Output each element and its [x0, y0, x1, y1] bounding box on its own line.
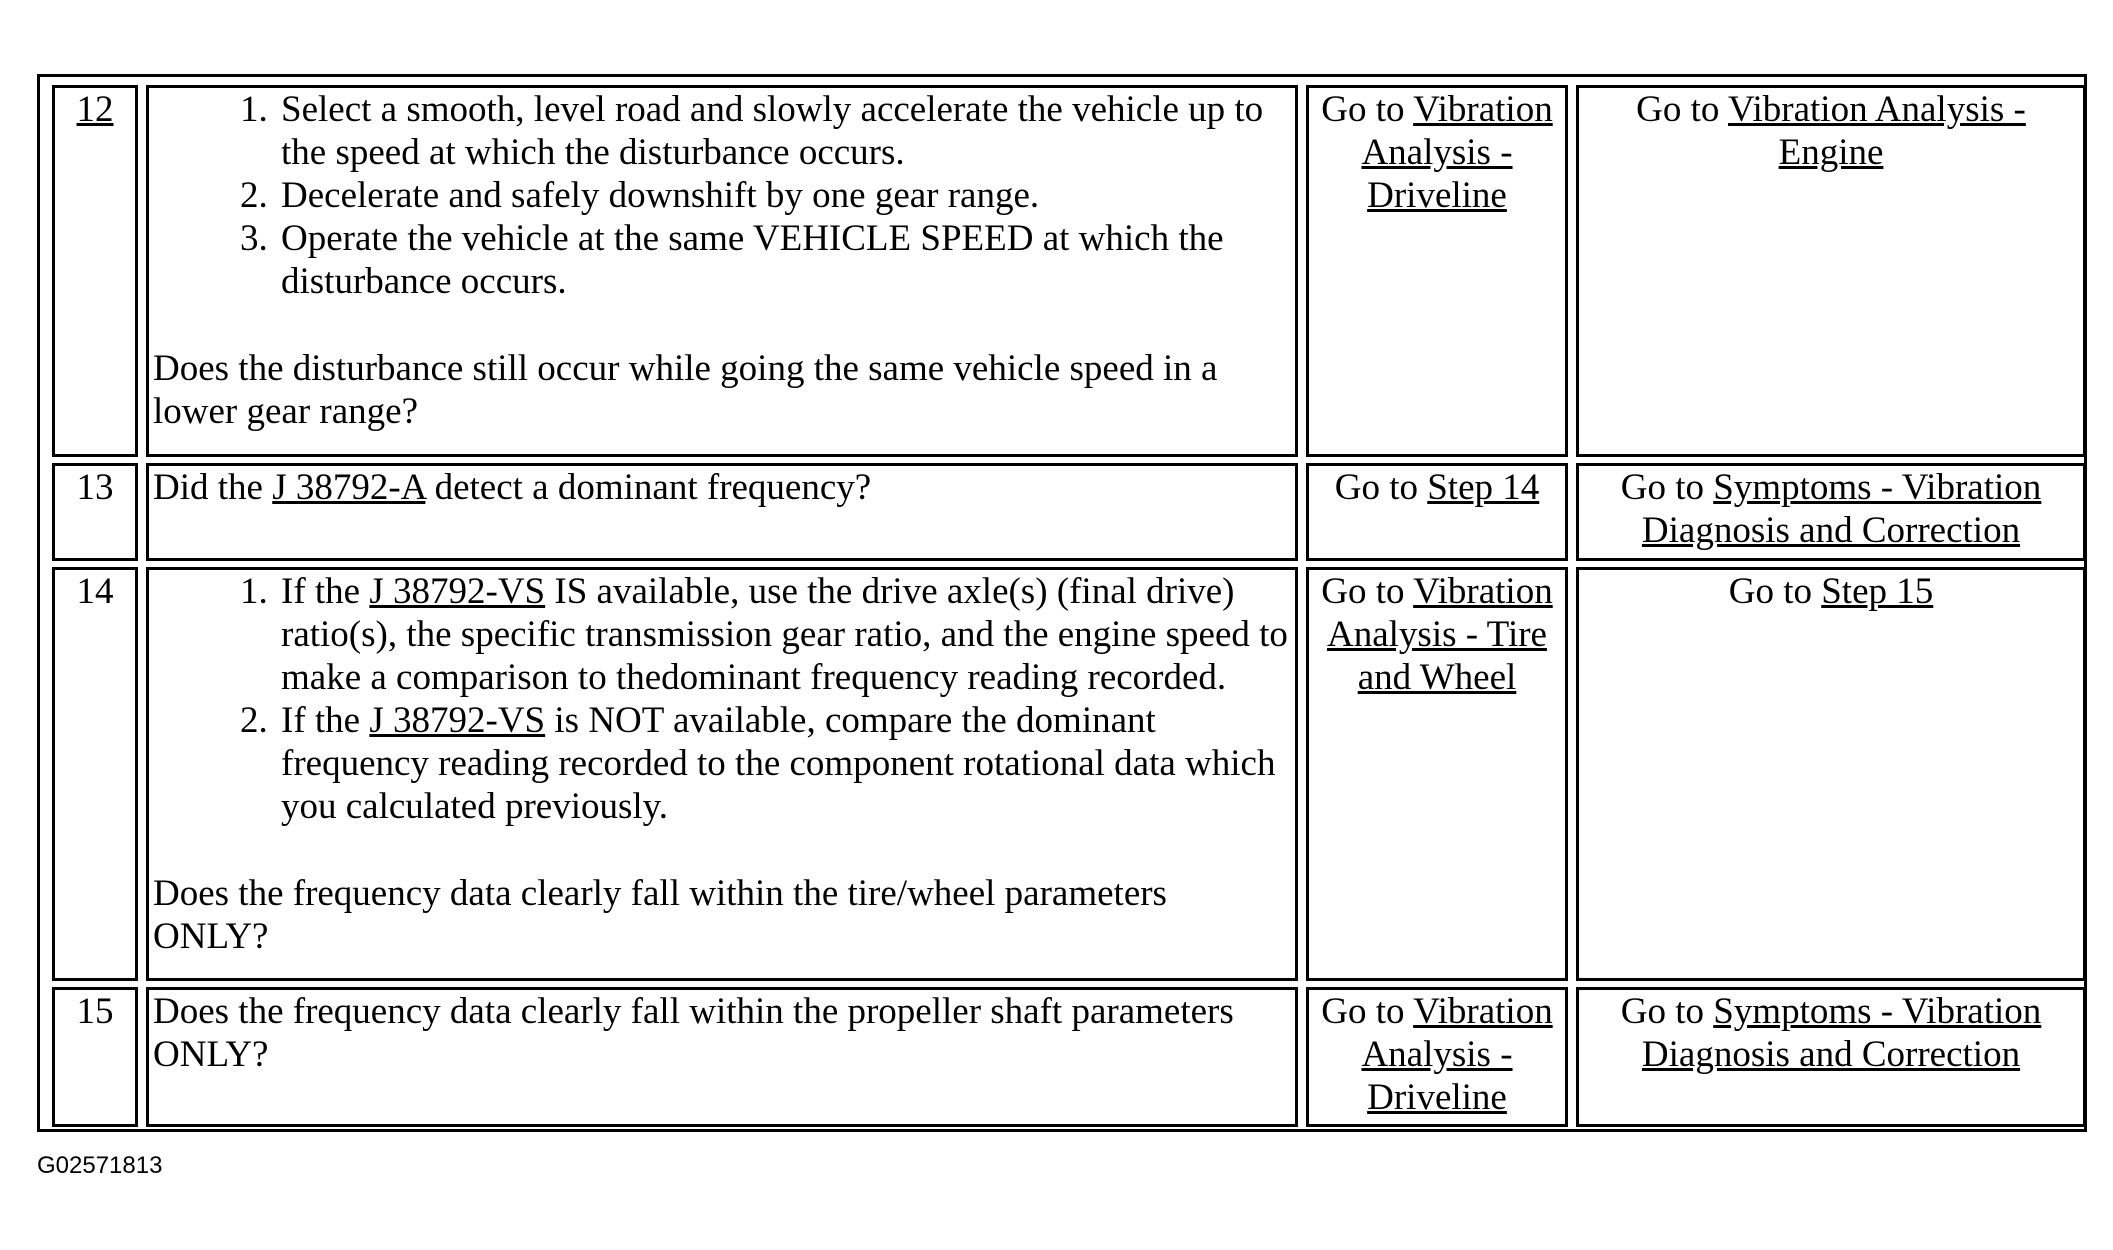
instruction-item: 2. Decelerate and safely downshift by one gear range. [277, 174, 1291, 217]
instruction-text: is NOT available, compare the dominant frequency reading recorded to the component rotational data which you calculated previously. [281, 700, 1276, 827]
question-text: Did the [153, 467, 273, 508]
vibration-analysis-tire-wheel-link[interactable]: Vibration Analysis - Tire and Wheel [1327, 571, 1553, 698]
table-row-step-15 [52, 987, 2086, 1127]
result-prefix: Go to [1728, 571, 1822, 612]
tool-j38792vs-link[interactable]: J 38792-VS [369, 700, 546, 741]
no-result-cell-13 [1576, 463, 2086, 561]
procedure-table-frame [37, 74, 2087, 1132]
symptoms-vibration-link[interactable]: Symptoms - Vibration Diagnosis and Correction [1641, 991, 2042, 1075]
result-prefix: Go to [1321, 571, 1414, 612]
instruction-item: 3. Operate the vehicle at the same VEHICLE SPEED at which the disturbance occurs. [277, 217, 1291, 303]
vibration-analysis-driveline-link[interactable]: Vibration Analysis - Driveline [1361, 991, 1553, 1118]
vibration-analysis-engine-link[interactable]: Vibration Analysis - Engine [1727, 89, 2026, 173]
tool-j38792vs-link[interactable]: J 38792-VS [369, 571, 546, 612]
diagnostic-steps-table [44, 79, 2094, 1133]
no-result-cell-14 [1576, 567, 2086, 981]
result-prefix: Go to [1620, 991, 1714, 1032]
step-number-14 [52, 567, 138, 981]
table-row-step-14 [52, 567, 2086, 981]
vibration-analysis-driveline-link[interactable]: Vibration Analysis - Driveline [1361, 89, 1553, 216]
action-cell-14 [146, 567, 1298, 981]
yes-result-cell-14 [1306, 567, 1568, 981]
yes-result-cell-12 [1306, 85, 1568, 457]
step-14-link[interactable]: Step 14 [1427, 467, 1540, 508]
step-question: Does the frequency data clearly fall within the propeller shaft parameters ONLY? [153, 991, 1234, 1075]
tool-j38792a-link[interactable]: J 38792-A [272, 467, 426, 508]
step-number-text: 13 [76, 467, 114, 508]
no-result-cell-12 [1576, 85, 2086, 457]
step-number-15 [52, 987, 138, 1127]
yes-result-cell-13 [1306, 463, 1568, 561]
step-number-12[interactable] [52, 85, 138, 457]
no-result-cell-15 [1576, 987, 2086, 1127]
step-number-13 [52, 463, 138, 561]
step-number-text: 15 [76, 991, 114, 1032]
step-number-link[interactable]: 12 [76, 89, 114, 130]
step-number-text: 14 [76, 571, 114, 612]
question-text: detect a dominant frequency? [425, 467, 872, 508]
instruction-text: If the [281, 571, 370, 612]
instruction-item: 1. Select a smooth, level road and slowly accelerate the vehicle up to the speed at which the disturbance occurs. [277, 88, 1291, 174]
result-prefix: Go to [1321, 991, 1414, 1032]
instruction-item [277, 699, 1291, 828]
result-prefix: Go to [1321, 89, 1414, 130]
instruction-list [153, 88, 1291, 303]
table-row-step-13 [52, 463, 2086, 561]
result-prefix: Go to [1334, 467, 1428, 508]
action-cell-12 [146, 85, 1298, 457]
yes-result-cell-15 [1306, 987, 1568, 1127]
result-prefix: Go to [1636, 89, 1728, 130]
instruction-list [153, 570, 1291, 828]
instruction-text: If the [281, 700, 370, 741]
step-question: Does the disturbance still occur while going the same vehicle speed in a lower gear range? [153, 348, 1218, 432]
action-cell-13 [146, 463, 1298, 561]
figure-id: G02571813 [37, 1152, 163, 1179]
step-15-link[interactable]: Step 15 [1821, 571, 1934, 612]
instruction-item [277, 570, 1291, 699]
table-row-step-12 [52, 85, 2086, 457]
symptoms-vibration-link[interactable]: Symptoms - Vibration Diagnosis and Correction [1641, 467, 2042, 551]
result-prefix: Go to [1620, 467, 1714, 508]
step-question: Does the frequency data clearly fall within the tire/wheel parameters ONLY? [153, 873, 1167, 957]
action-cell-15 [146, 987, 1298, 1127]
instruction-text: IS available, use the drive axle(s) (final drive) ratio(s), the specific transmission gear ratio, and the engine speed to make a comparison to thedominant frequency reading recorded. [281, 571, 1288, 698]
